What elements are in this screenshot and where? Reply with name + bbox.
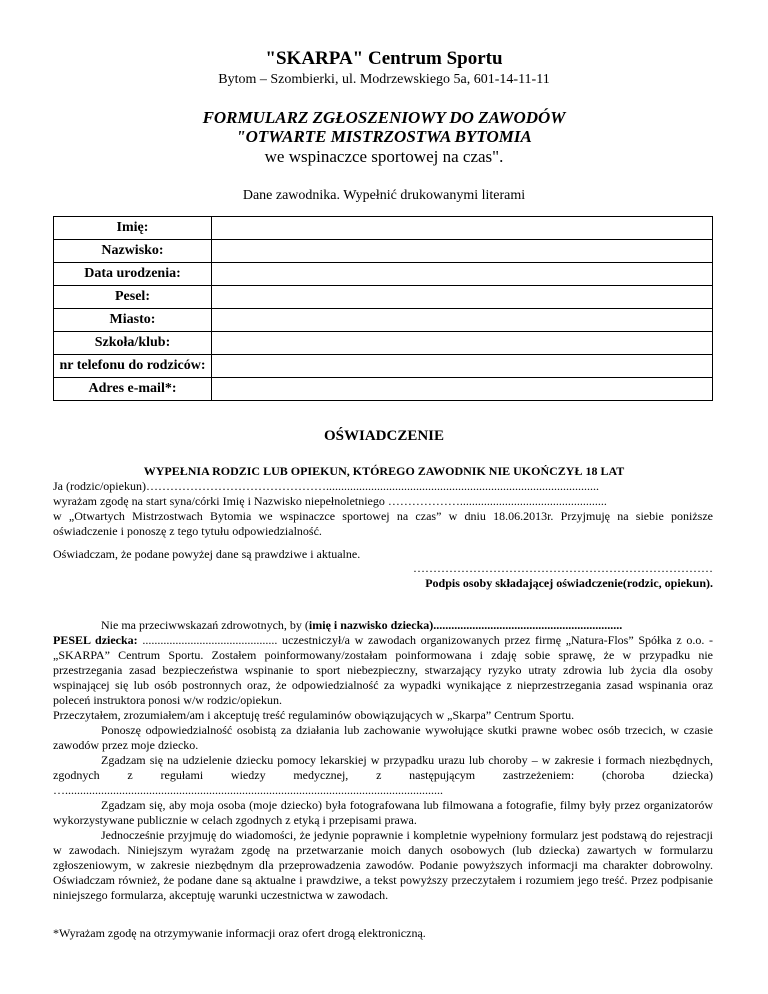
email-footnote: *Wyrażam zgodę na otrzymywanie informacji oraz ofert drogą elektroniczną.: [53, 926, 426, 940]
table-row: [54, 355, 713, 378]
fill-instruction: Dane zawodnika. Wypełnić drukowanymi literami: [242, 188, 526, 203]
field-input-city[interactable]: [212, 309, 713, 332]
signature-label: Podpis osoby składającej oświadczenie(rodzic, opiekun).: [425, 576, 713, 590]
table-row: [54, 217, 713, 240]
field-label-first-name: Imię:: [54, 217, 212, 240]
field-label-city: Miasto:: [54, 309, 212, 332]
form-title: [0, 108, 768, 146]
field-input-school-club[interactable]: [212, 332, 713, 355]
consent-body: [53, 618, 713, 903]
field-label-birth-date: Data urodzenia:: [54, 263, 212, 286]
field-label-school-club: Szkoła/klub:: [54, 332, 212, 355]
organization-address: Bytom – Szombierki, ul. Modrzewskiego 5a, 601-14-11-11: [218, 72, 550, 87]
form-title-line2: "OTWARTE MISTRZOSTWA BYTOMIA: [236, 127, 532, 146]
table-row: [54, 378, 713, 401]
health-statement: [53, 618, 713, 633]
form-title-line1: FORMULARZ ZGŁOSZENIOWY DO ZAWODÓW: [202, 108, 566, 127]
event-responsibility-text: w „Otwartych Mistrzostwach Bytomia we wspinaczce sportowej na czas” w dniu 18.06.2013r. Przyjmuję na siebie poniższe oświadczenie i ponoszę z tego tytułu odpowiedzialność.: [53, 509, 713, 538]
field-input-email[interactable]: [212, 378, 713, 401]
field-input-last-name[interactable]: [212, 240, 713, 263]
photo-consent: Zgadzam się, aby moja osoba (moje dziecko) była fotografowana lub filmowana a fotografie, filmy były przez organizatorów wykorzystywane publicznie w celach zgodnych z etyką i przepisami prawa.: [53, 798, 713, 827]
health-prefix: Nie ma przeciwwskazań zdrowotnych, by (: [101, 618, 309, 632]
field-label-email: Adres e-mail*:: [54, 378, 212, 401]
table-row: [54, 286, 713, 309]
child-name-placeholder: imię i nazwisko dziecka)...............................................................: [308, 618, 623, 632]
field-input-first-name[interactable]: [212, 217, 713, 240]
table-row: [54, 240, 713, 263]
field-input-birth-date[interactable]: [212, 263, 713, 286]
pesel-text: ............................................. uczestniczył/a w zawodach organizowanych przez firmę „Natura-Flos” Spółka z o.o. - „SKARPA” Centrum Sportu. Zostałem poinformowany/zostałam poinformowana i zdaję sobie sprawę, że w przypadku nie przestrzegania zasad bezpieczeństwa wspinanie to sport niebezpieczny, stwarzający ryzyko utraty zdrowia lub życia dla osoby wspinającej się lub osób postronnych oraz, że odpowiedzialność za wypadki wynikające z nieprzestrzegania zasad wspinania oraz poleceń instruktora ponosi w/w rodzic/opiekun.: [53, 633, 713, 707]
medical-statement: Zgadzam się na udzielenie dziecku pomocy lekarskiej w przypadku urazu lub choroby – w zakresie i formach niezbędnych, zgodnych z regułami wiedzy medycznej, z następującym zastrzeżeniem: (choroba dziecka) …..............................................................................................................................: [53, 753, 713, 797]
regulations-statement: Przeczytałem, zrozumiałem/am i akceptuję treść regulaminów obowiązujących w „Skarpa” Centrum Sportu.: [53, 708, 575, 722]
form-subtitle: we wspinaczce sportowej na czas".: [264, 147, 504, 166]
pesel-statement: [53, 633, 713, 708]
field-label-parent-phone: nr telefonu do rodziców:: [54, 355, 212, 378]
consent-start-line: wyrażam zgodę na start syna/córki Imię i Nazwisko niepełnoletniego ……………….................................................: [53, 494, 607, 508]
liability-statement: Ponoszę odpowiedzialność osobistą za działania lub zachowanie wywołujące skutki prawne wobec osób trzecich, w czasie zawodów przez moje dziecko.: [53, 723, 713, 752]
field-input-pesel[interactable]: [212, 286, 713, 309]
table-row: [54, 332, 713, 355]
field-input-parent-phone[interactable]: [212, 355, 713, 378]
parent-declaration: [53, 479, 713, 539]
organization-title: "SKARPA" Centrum Sportu: [265, 48, 503, 69]
declaration-subtitle: WYPEŁNIA RODZIC LUB OPIEKUN, KTÓREGO ZAWODNIK NIE UKOŃCZYŁ 18 LAT: [143, 464, 625, 478]
signature-line: …………………………………………………………………: [413, 561, 713, 575]
declaration-title: OŚWIADCZENIE: [323, 428, 445, 444]
pesel-label: PESEL dziecka:: [53, 633, 138, 647]
table-row: [54, 263, 713, 286]
table-row: [54, 309, 713, 332]
field-label-last-name: Nazwisko:: [54, 240, 212, 263]
parent-name-line: Ja (rodzic/opiekun)………………………………………...........................................................................................: [53, 479, 599, 493]
truth-statement: Oświadczam, że podane powyżej dane są prawdziwe i aktualne.: [53, 547, 361, 561]
field-label-pesel: Pesel:: [54, 286, 212, 309]
data-processing-consent: Jednocześnie przyjmuję do wiadomości, że jedynie poprawnie i kompletnie wypełniony formularz jest podstawą do rejestracji w zawodach. Niniejszym wyrażam zgodę na przetwarzanie moich danych osobowych (lub dziecka) zawartych w formularzu zgłoszeniowym, w zakresie niezbędnym dla przeprowadzenia zawodów. Podanie powyższych informacji ma charakter dobrowolny. Oświadczam również, że podane dane są aktualne i prawdziwe, a tekst powyższy przeczytałem i rozumiem jego treść. Przez podpisanie niniejszego formularza, akceptuję warunki uczestnictwa w zawodach.: [53, 828, 713, 902]
participant-data-table: [53, 216, 713, 401]
